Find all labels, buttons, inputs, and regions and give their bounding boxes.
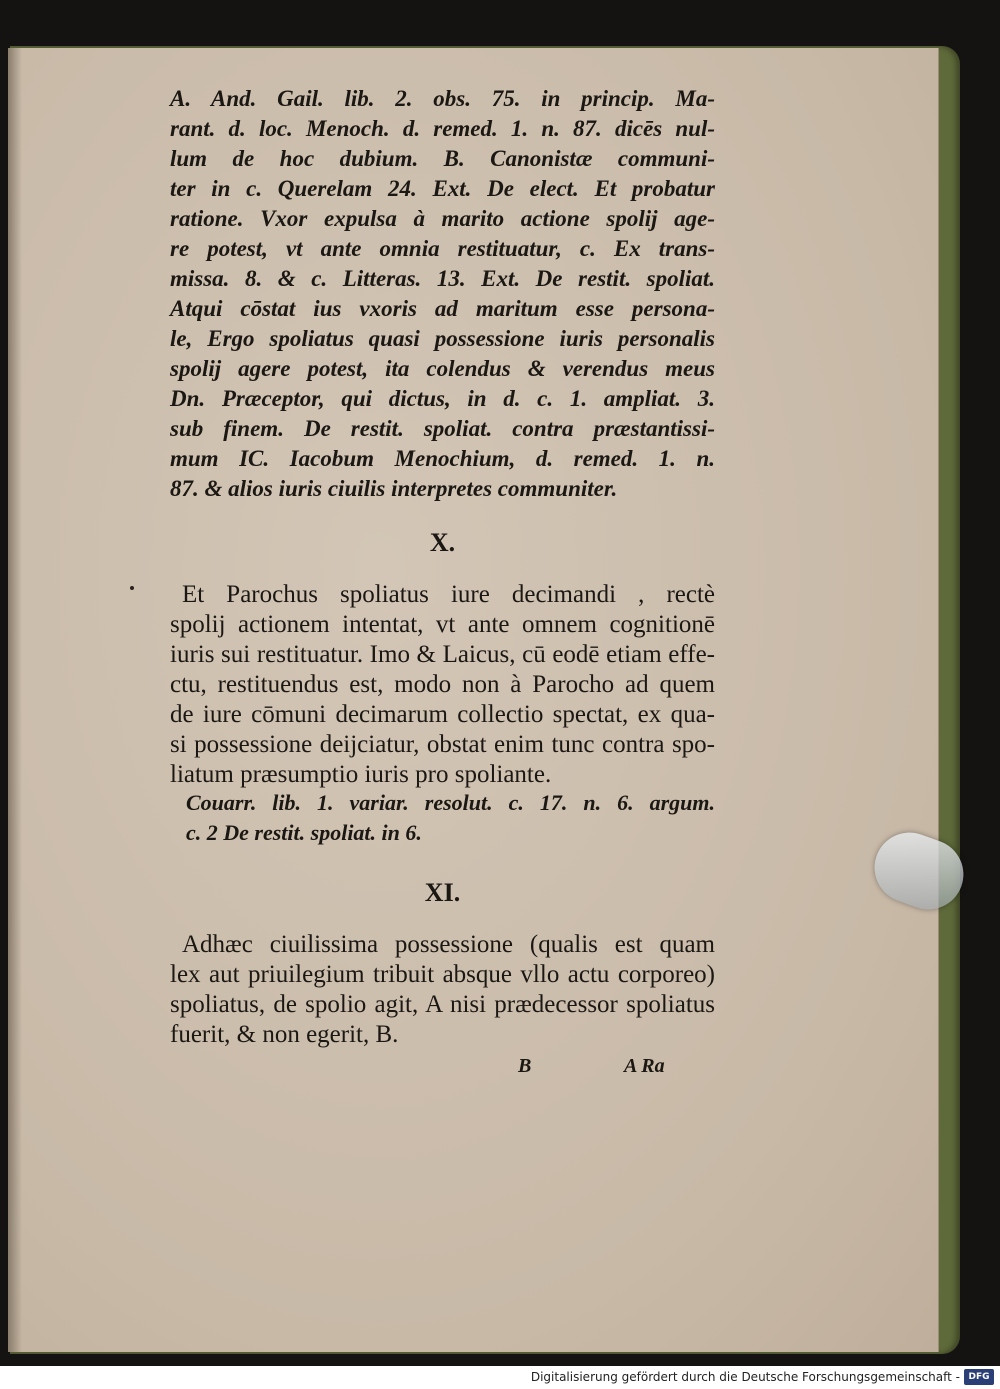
section-x-paragraph xyxy=(170,580,715,790)
note-line: 87. & alios iuris ciuilis interpretes communiter. xyxy=(170,476,618,501)
note-line: Atqui cōstat ius vxoris ad maritum esse persona- xyxy=(170,296,715,321)
catchword: A Ra xyxy=(624,1055,665,1077)
note-line: spolij agere potest, ita colendus & verendus meus xyxy=(170,356,715,381)
paragraph-line: Adhæc ciuilissima possessione (qualis est quam xyxy=(182,931,715,958)
note-line: sub finem. De restit. spoliat. contra præstantissi- xyxy=(170,416,715,441)
signature-mark: B xyxy=(518,1055,532,1077)
paragraph-line: spoliatus, de spolio agit, A nisi prædecessor spoliatus xyxy=(170,991,715,1018)
note-line: A. And. Gail. lib. 2. obs. 75. in princip. Ma- xyxy=(170,86,715,111)
paragraph-line: Et Parochus spoliatus iure decimandi , rectè xyxy=(182,581,715,608)
page-gutter xyxy=(8,48,22,1352)
note-line: mum IC. Iacobum Menochium, d. remed. 1. n. xyxy=(170,446,715,471)
note-line: re potest, vt ante omnia restituatur, c. Ex trans- xyxy=(170,236,715,261)
note-line: missa. 8. & c. Litteras. 13. Ext. De restit. spoliat. xyxy=(170,266,715,291)
dfg-logo: DFG xyxy=(964,1369,994,1385)
paragraph-line: de iure cōmuni decimarum collectio spectat, ex qua- xyxy=(170,701,715,728)
paragraph-line: lex aut priuilegium tribuit absque vllo actu corporeo) xyxy=(170,961,715,988)
paragraph-line: liatum præsumptio iuris pro spoliante. xyxy=(170,761,552,788)
note-line: Dn. Præceptor, qui dictus, in d. c. 1. ampliat. 3. xyxy=(170,386,715,411)
citation-line: c. 2 De restit. spoliat. in 6. xyxy=(186,820,422,845)
paragraph-line: ctu, restituendus est, modo non à Parocho ad quem xyxy=(170,671,715,698)
note-line: ratione. Vxor expulsa à marito actione spolij age- xyxy=(170,206,715,231)
note-line: le, Ergo spoliatus quasi possessione iuris personalis xyxy=(170,326,715,351)
section-heading-xi: XI. xyxy=(424,878,461,907)
paragraph-line: si possessione deijciatur, obstat enim tunc contra spo- xyxy=(170,731,715,758)
paragraph-line: spolij actionem intentat, vt ante omnem cognitionē xyxy=(170,611,715,638)
section-x-citation xyxy=(170,788,715,848)
footer-bar xyxy=(0,1366,1000,1389)
section-xi-paragraph xyxy=(170,930,715,1050)
note-line: ter in c. Querelam 24. Ext. De elect. Et probatur xyxy=(170,176,715,201)
paragraph-line: fuerit, & non egerit, B. xyxy=(170,1021,399,1048)
marginal-note xyxy=(170,84,715,504)
funding-credit: Digitalisierung gefördert durch die Deutsche Forschungsgemeinschaft - xyxy=(530,1370,960,1384)
note-line: rant. d. loc. Menoch. d. remed. 1. n. 87. dicēs nul- xyxy=(170,116,715,141)
paragraph-line: iuris sui restituatur. Imo & Laicus, cū eodē etiam effe- xyxy=(170,641,715,668)
note-line: lum de hoc dubium. B. Canonistæ communi- xyxy=(170,146,715,171)
margin-mark xyxy=(130,586,134,590)
citation-line: Couarr. lib. 1. variar. resolut. c. 17. n. 6. argum. xyxy=(186,790,715,815)
section-heading-x: X. xyxy=(429,528,456,557)
